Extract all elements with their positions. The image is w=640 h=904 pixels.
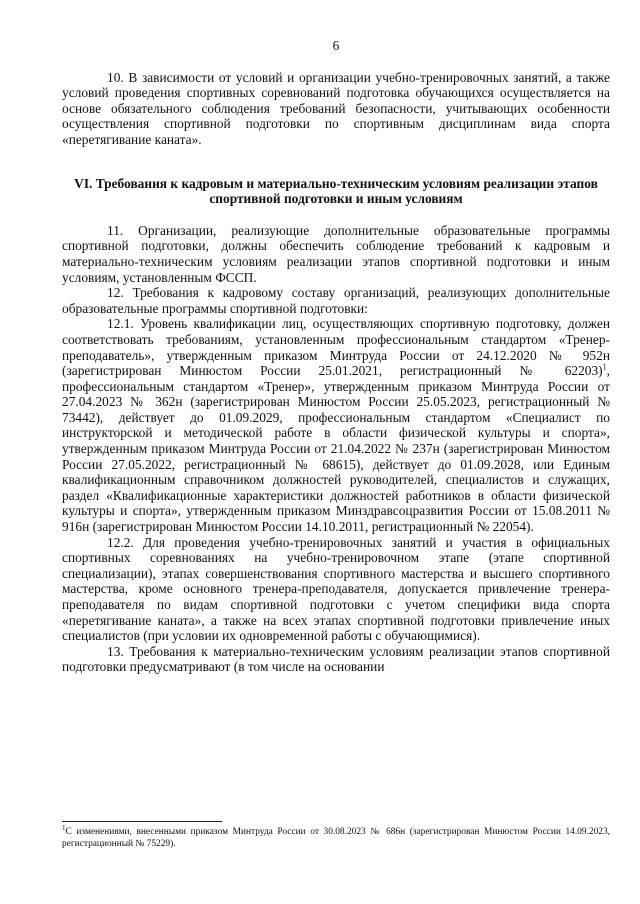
- page-number: 6: [332, 38, 340, 53]
- footnote-text: С изменениями, внесенными приказом Минтруда России от 30.08.2023 № 686н (зарегистрирован Минюстом России 14.09.2023, регистрационный № 75229).: [62, 827, 610, 849]
- paragraph-12-2: 12.2. Для проведения учебно-тренировочных занятий и участия в официальных спортивных соревнованиях на учебно-тренировочном этапе (этапе спортивной специализации), этапах совершенствования спортивного мастерства и высшего спортивного мастерства, кроме основного тренера-преподавателя, допускается привлечение тренера-преподавателя по видам спортивной подготовки с учетом специфики вида спорта «перетягивание каната», а также на всех этапах спортивной подготовки привлечение иных специалистов (при условии их одновременной работы с обучающимися).: [62, 534, 610, 644]
- footnote-marker: 1: [62, 823, 66, 832]
- paragraph-11: 11. Организации, реализующие дополнительные образовательные программы спортивной подготовки, должны обеспечить соблюдение требований к кадровым и материально-техническим условиям реализации этапов спортивной подготовки и иным условиям, установленным ФССП.: [62, 222, 610, 285]
- paragraph-12-1-text-start: 12.1. Уровень квалификации лиц, осуществляющих спортивную подготовку, должен соответствовать требованиям, установленным профессиональным стандартом «Тренер-преподаватель», утвержденным приказом Минтруда России от 24.12.2020 № 952н (зарегистрирован Минюстом России 25.01.2021, регистрационный № 62203): [62, 316, 610, 379]
- paragraph-10: 10. В зависимости от условий и организации учебно-тренировочных занятий, а также условий проведения спортивных соревнований подготовка обучающихся осуществляется на основе обязательного соблюдения требований безопасности, учитывающих особенности осуществления спортивной подготовки по спортивным дисциплинам вида спорта «перетягивание каната».: [62, 69, 610, 147]
- section-heading: VI. Требования к кадровым и материально-техническим условиям реализации этапов спортивной подготовки и иным условиям: [74, 175, 598, 207]
- paragraph-13: 13. Требования к материально-техническим условиям реализации этапов спортивной подготовки предусматривают (в том числе на основании: [62, 643, 610, 675]
- paragraph-12-1-text-end: , профессиональным стандартом «Тренер», утвержденным приказом Минтруда России от 27.04.2023 № 362н (зарегистрирован Минюстом России 25.05.2023, регистрационный № 73442), действует до 01.09.2029, профессиональным стандартом «Специалист по инструкторской и методической работе в области физической культуры и спорта», утвержденным приказом Минтруда России от 21.04.2022 № 237н (зарегистрирован Минюстом России 27.05.2022, регистрационный № 68615), действует до 01.09.2028, или Единым квалификационным справочником должностей руководителей, специалистов и служащих, раздел «Квалификационные характеристики должностей работников в области физической культуры и спорта», утвержденным приказом Минздравсоцразвития России от 15.08.2011 № 916н (зарегистрирован Минюстом России 14.10.2011, регистрационный № 22054).: [62, 363, 610, 535]
- paragraph-12-1: [62, 316, 610, 534]
- paragraph-12: 12. Требования к кадровому составу организаций, реализующих дополнительные образовательные программы спортивной подготовки:: [62, 285, 610, 316]
- footnote-reference[interactable]: 1: [602, 362, 607, 372]
- footnote-separator: [62, 821, 222, 822]
- footnote: [62, 823, 610, 850]
